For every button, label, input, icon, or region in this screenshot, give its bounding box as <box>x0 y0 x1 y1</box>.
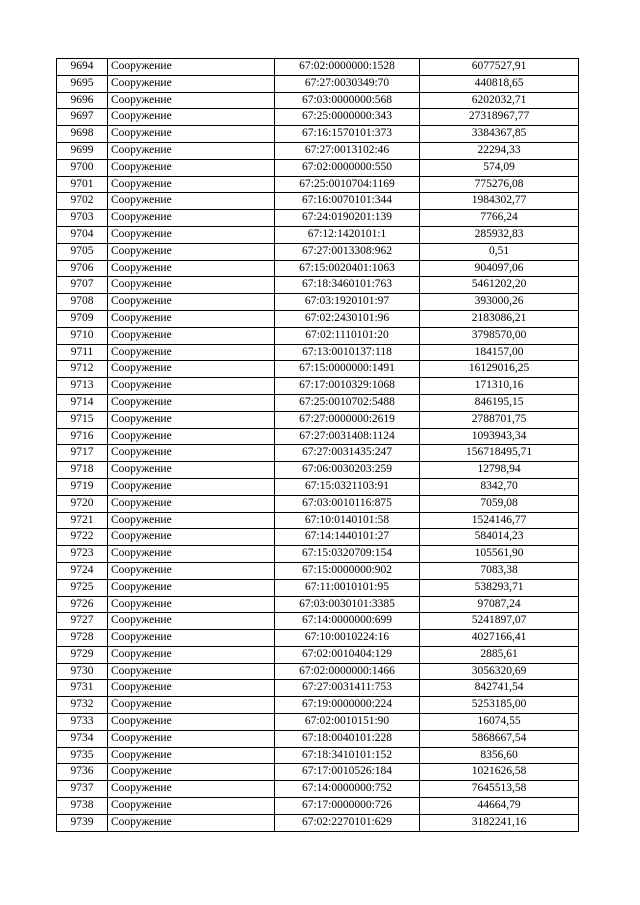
cadastral-value-cell: 2183086,21 <box>420 310 579 327</box>
row-number-cell: 9723 <box>57 546 108 563</box>
cadastral-number-cell: 67:10:0140101:58 <box>275 512 420 529</box>
cadastral-value-cell: 171310,16 <box>420 378 579 395</box>
object-type-cell: Сооружение <box>108 378 275 395</box>
row-number-cell: 9695 <box>57 75 108 92</box>
cadastral-value-cell: 12798,94 <box>420 462 579 479</box>
table-row <box>57 495 579 512</box>
table-row <box>57 92 579 109</box>
cadastral-number-cell: 67:02:0000000:550 <box>275 159 420 176</box>
table-row <box>57 176 579 193</box>
cadastral-value-cell: 584014,23 <box>420 529 579 546</box>
row-number-cell: 9728 <box>57 630 108 647</box>
cadastral-number-cell: 67:02:0000000:1466 <box>275 663 420 680</box>
object-type-cell: Сооружение <box>108 814 275 831</box>
table-row <box>57 310 579 327</box>
cadastral-number-cell: 67:02:2430101:96 <box>275 310 420 327</box>
table-row <box>57 764 579 781</box>
cadastral-number-cell: 67:15:0320709:154 <box>275 546 420 563</box>
cadastral-number-cell: 67:15:0000000:902 <box>275 562 420 579</box>
object-type-cell: Сооружение <box>108 243 275 260</box>
row-number-cell: 9707 <box>57 277 108 294</box>
object-type-cell: Сооружение <box>108 176 275 193</box>
table-row <box>57 59 579 76</box>
cadastral-value-cell: 2885,61 <box>420 646 579 663</box>
object-type-cell: Сооружение <box>108 579 275 596</box>
object-type-cell: Сооружение <box>108 126 275 143</box>
table-row <box>57 260 579 277</box>
row-number-cell: 9701 <box>57 176 108 193</box>
cadastral-value-cell: 904097,06 <box>420 260 579 277</box>
row-number-cell: 9714 <box>57 394 108 411</box>
object-type-cell: Сооружение <box>108 697 275 714</box>
cadastral-value-cell: 1093943,34 <box>420 428 579 445</box>
cadastral-number-cell: 67:27:0031411:753 <box>275 680 420 697</box>
object-type-cell: Сооружение <box>108 277 275 294</box>
cadastral-value-cell: 8342,70 <box>420 478 579 495</box>
cadastral-value-cell: 7059,08 <box>420 495 579 512</box>
cadastral-value-cell: 156718495,71 <box>420 445 579 462</box>
table-row <box>57 529 579 546</box>
table-row <box>57 462 579 479</box>
cadastral-number-cell: 67:02:2270101:629 <box>275 814 420 831</box>
cadastral-value-cell: 1984302,77 <box>420 193 579 210</box>
cadastral-value-cell: 16074,55 <box>420 714 579 731</box>
table-row <box>57 126 579 143</box>
table-row <box>57 562 579 579</box>
cadastral-number-cell: 67:06:0030203:259 <box>275 462 420 479</box>
cadastral-value-cell: 4027166,41 <box>420 630 579 647</box>
object-type-cell: Сооружение <box>108 59 275 76</box>
object-type-cell: Сооружение <box>108 781 275 798</box>
table-row <box>57 714 579 731</box>
cadastral-number-cell: 67:02:1110101:20 <box>275 327 420 344</box>
row-number-cell: 9694 <box>57 59 108 76</box>
cadastral-value-cell: 8356,60 <box>420 747 579 764</box>
cadastral-value-cell: 5241897,07 <box>420 613 579 630</box>
cadastral-value-cell: 846195,15 <box>420 394 579 411</box>
cadastral-number-cell: 67:13:0010137:118 <box>275 344 420 361</box>
row-number-cell: 9696 <box>57 92 108 109</box>
object-type-cell: Сооружение <box>108 747 275 764</box>
cadastral-number-cell: 67:27:0013308:962 <box>275 243 420 260</box>
cadastral-value-cell: 7645513,58 <box>420 781 579 798</box>
object-type-cell: Сооружение <box>108 630 275 647</box>
cadastral-value-cell: 0,51 <box>420 243 579 260</box>
table-row <box>57 579 579 596</box>
row-number-cell: 9717 <box>57 445 108 462</box>
cadastral-value-cell: 7766,24 <box>420 210 579 227</box>
cadastral-number-cell: 67:27:0000000:2619 <box>275 411 420 428</box>
object-type-cell: Сооружение <box>108 613 275 630</box>
object-type-cell: Сооружение <box>108 495 275 512</box>
object-type-cell: Сооружение <box>108 462 275 479</box>
table-row <box>57 512 579 529</box>
cadastral-value-cell: 1524146,77 <box>420 512 579 529</box>
cadastral-value-cell: 105561,90 <box>420 546 579 563</box>
table-row <box>57 159 579 176</box>
cadastral-number-cell: 67:24:0190201:139 <box>275 210 420 227</box>
row-number-cell: 9739 <box>57 814 108 831</box>
cadastral-value-cell: 184157,00 <box>420 344 579 361</box>
row-number-cell: 9727 <box>57 613 108 630</box>
cadastral-number-cell: 67:17:0010526:184 <box>275 764 420 781</box>
row-number-cell: 9725 <box>57 579 108 596</box>
cadastral-value-cell: 7083,38 <box>420 562 579 579</box>
table-row <box>57 411 579 428</box>
row-number-cell: 9738 <box>57 798 108 815</box>
table-row <box>57 478 579 495</box>
row-number-cell: 9705 <box>57 243 108 260</box>
row-number-cell: 9712 <box>57 361 108 378</box>
row-number-cell: 9709 <box>57 310 108 327</box>
row-number-cell: 9711 <box>57 344 108 361</box>
cadastral-value-cell: 6202032,71 <box>420 92 579 109</box>
cadastral-number-cell: 67:14:0000000:752 <box>275 781 420 798</box>
row-number-cell: 9729 <box>57 646 108 663</box>
object-type-cell: Сооружение <box>108 310 275 327</box>
row-number-cell: 9730 <box>57 663 108 680</box>
table-row <box>57 193 579 210</box>
object-type-cell: Сооружение <box>108 730 275 747</box>
table-row <box>57 781 579 798</box>
table-row <box>57 361 579 378</box>
object-type-cell: Сооружение <box>108 663 275 680</box>
table-row <box>57 613 579 630</box>
table-row <box>57 730 579 747</box>
row-number-cell: 9731 <box>57 680 108 697</box>
table-row <box>57 277 579 294</box>
cadastral-number-cell: 67:02:0010404:129 <box>275 646 420 663</box>
row-number-cell: 9734 <box>57 730 108 747</box>
row-number-cell: 9715 <box>57 411 108 428</box>
cadastral-number-cell: 67:17:0010329:1068 <box>275 378 420 395</box>
cadastral-value-cell: 44664,79 <box>420 798 579 815</box>
cadastral-value-cell: 5253185,00 <box>420 697 579 714</box>
table-row <box>57 75 579 92</box>
table-row <box>57 294 579 311</box>
object-type-cell: Сооружение <box>108 344 275 361</box>
cadastral-number-cell: 67:11:0010101:95 <box>275 579 420 596</box>
cadastral-value-cell: 393000,26 <box>420 294 579 311</box>
object-type-cell: Сооружение <box>108 714 275 731</box>
cadastral-number-cell: 67:27:0031435:247 <box>275 445 420 462</box>
object-type-cell: Сооружение <box>108 512 275 529</box>
object-type-cell: Сооружение <box>108 260 275 277</box>
object-type-cell: Сооружение <box>108 798 275 815</box>
cadastral-number-cell: 67:12:1420101:1 <box>275 226 420 243</box>
table-row <box>57 630 579 647</box>
row-number-cell: 9726 <box>57 596 108 613</box>
cadastral-number-cell: 67:02:0010151:90 <box>275 714 420 731</box>
cadastral-value-cell: 6077527,91 <box>420 59 579 76</box>
table-row <box>57 327 579 344</box>
cadastral-number-cell: 67:27:0030349:70 <box>275 75 420 92</box>
cadastral-number-cell: 67:02:0000000:1528 <box>275 59 420 76</box>
cadastral-number-cell: 67:18:0040101:228 <box>275 730 420 747</box>
cadastral-value-cell: 16129016,25 <box>420 361 579 378</box>
table-row <box>57 428 579 445</box>
cadastral-number-cell: 67:15:0321103:91 <box>275 478 420 495</box>
cadastral-value-cell: 775276,08 <box>420 176 579 193</box>
cadastral-value-cell: 27318967,77 <box>420 109 579 126</box>
table-row <box>57 747 579 764</box>
object-type-cell: Сооружение <box>108 109 275 126</box>
row-number-cell: 9706 <box>57 260 108 277</box>
table-row <box>57 814 579 831</box>
row-number-cell: 9710 <box>57 327 108 344</box>
row-number-cell: 9718 <box>57 462 108 479</box>
object-type-cell: Сооружение <box>108 361 275 378</box>
row-number-cell: 9733 <box>57 714 108 731</box>
cadastral-value-cell: 574,09 <box>420 159 579 176</box>
cadastral-number-cell: 67:17:0000000:726 <box>275 798 420 815</box>
table-row <box>57 663 579 680</box>
table-row <box>57 596 579 613</box>
cadastral-number-cell: 67:27:0013102:46 <box>275 142 420 159</box>
row-number-cell: 9703 <box>57 210 108 227</box>
row-number-cell: 9698 <box>57 126 108 143</box>
cadastral-number-cell: 67:03:0030101:3385 <box>275 596 420 613</box>
table-row <box>57 445 579 462</box>
cadastral-value-cell: 538293,71 <box>420 579 579 596</box>
row-number-cell: 9702 <box>57 193 108 210</box>
cadastral-value-cell: 5868667,54 <box>420 730 579 747</box>
row-number-cell: 9721 <box>57 512 108 529</box>
table-row <box>57 646 579 663</box>
object-type-cell: Сооружение <box>108 411 275 428</box>
object-type-cell: Сооружение <box>108 596 275 613</box>
object-type-cell: Сооружение <box>108 529 275 546</box>
cadastral-value-cell: 285932,83 <box>420 226 579 243</box>
object-type-cell: Сооружение <box>108 478 275 495</box>
cadastral-number-cell: 67:27:0031408:1124 <box>275 428 420 445</box>
object-type-cell: Сооружение <box>108 210 275 227</box>
object-type-cell: Сооружение <box>108 646 275 663</box>
cadastral-number-cell: 67:14:0000000:699 <box>275 613 420 630</box>
row-number-cell: 9722 <box>57 529 108 546</box>
cadastral-value-cell: 3798570,00 <box>420 327 579 344</box>
object-type-cell: Сооружение <box>108 327 275 344</box>
table-row <box>57 680 579 697</box>
table-row <box>57 697 579 714</box>
cadastral-number-cell: 67:18:3410101:152 <box>275 747 420 764</box>
cadastral-value-cell: 97087,24 <box>420 596 579 613</box>
cadastral-number-cell: 67:15:0000000:1491 <box>275 361 420 378</box>
table-row <box>57 798 579 815</box>
object-type-cell: Сооружение <box>108 92 275 109</box>
row-number-cell: 9704 <box>57 226 108 243</box>
cadastral-number-cell: 67:25:0000000:343 <box>275 109 420 126</box>
object-type-cell: Сооружение <box>108 546 275 563</box>
row-number-cell: 9697 <box>57 109 108 126</box>
cadastral-value-cell: 5461202,20 <box>420 277 579 294</box>
cadastral-value-cell: 22294,33 <box>420 142 579 159</box>
object-type-cell: Сооружение <box>108 445 275 462</box>
cadastral-value-cell: 842741,54 <box>420 680 579 697</box>
cadastral-number-cell: 67:25:0010704:1169 <box>275 176 420 193</box>
object-type-cell: Сооружение <box>108 193 275 210</box>
table-row <box>57 109 579 126</box>
row-number-cell: 9699 <box>57 142 108 159</box>
row-number-cell: 9713 <box>57 378 108 395</box>
cadastral-value-cell: 2788701,75 <box>420 411 579 428</box>
object-type-cell: Сооружение <box>108 764 275 781</box>
cadastral-number-cell: 67:14:1440101:27 <box>275 529 420 546</box>
row-number-cell: 9716 <box>57 428 108 445</box>
cadastral-number-cell: 67:18:3460101:763 <box>275 277 420 294</box>
table-row <box>57 210 579 227</box>
cadastral-value-cell: 3384367,85 <box>420 126 579 143</box>
row-number-cell: 9719 <box>57 478 108 495</box>
row-number-cell: 9732 <box>57 697 108 714</box>
object-type-cell: Сооружение <box>108 75 275 92</box>
object-type-cell: Сооружение <box>108 680 275 697</box>
registry-table-body <box>57 59 579 832</box>
object-type-cell: Сооружение <box>108 394 275 411</box>
table-row <box>57 546 579 563</box>
cadastral-number-cell: 67:19:0000000:224 <box>275 697 420 714</box>
table-row <box>57 243 579 260</box>
cadastral-number-cell: 67:03:0000000:568 <box>275 92 420 109</box>
property-registry-table <box>56 58 579 832</box>
object-type-cell: Сооружение <box>108 226 275 243</box>
cadastral-number-cell: 67:25:0010702:5488 <box>275 394 420 411</box>
object-type-cell: Сооружение <box>108 562 275 579</box>
table-row <box>57 344 579 361</box>
table-row <box>57 394 579 411</box>
cadastral-number-cell: 67:03:0010116:875 <box>275 495 420 512</box>
cadastral-value-cell: 440818,65 <box>420 75 579 92</box>
row-number-cell: 9700 <box>57 159 108 176</box>
cadastral-value-cell: 1021626,58 <box>420 764 579 781</box>
object-type-cell: Сооружение <box>108 159 275 176</box>
cadastral-number-cell: 67:03:1920101:97 <box>275 294 420 311</box>
cadastral-value-cell: 3056320,69 <box>420 663 579 680</box>
cadastral-value-cell: 3182241,16 <box>420 814 579 831</box>
table-row <box>57 226 579 243</box>
object-type-cell: Сооружение <box>108 428 275 445</box>
cadastral-number-cell: 67:16:0070101:344 <box>275 193 420 210</box>
row-number-cell: 9735 <box>57 747 108 764</box>
cadastral-number-cell: 67:15:0020401:1063 <box>275 260 420 277</box>
row-number-cell: 9724 <box>57 562 108 579</box>
cadastral-number-cell: 67:10:0010224:16 <box>275 630 420 647</box>
object-type-cell: Сооружение <box>108 294 275 311</box>
object-type-cell: Сооружение <box>108 142 275 159</box>
cadastral-number-cell: 67:16:1570101:373 <box>275 126 420 143</box>
row-number-cell: 9737 <box>57 781 108 798</box>
row-number-cell: 9708 <box>57 294 108 311</box>
row-number-cell: 9736 <box>57 764 108 781</box>
row-number-cell: 9720 <box>57 495 108 512</box>
table-row <box>57 378 579 395</box>
table-row <box>57 142 579 159</box>
